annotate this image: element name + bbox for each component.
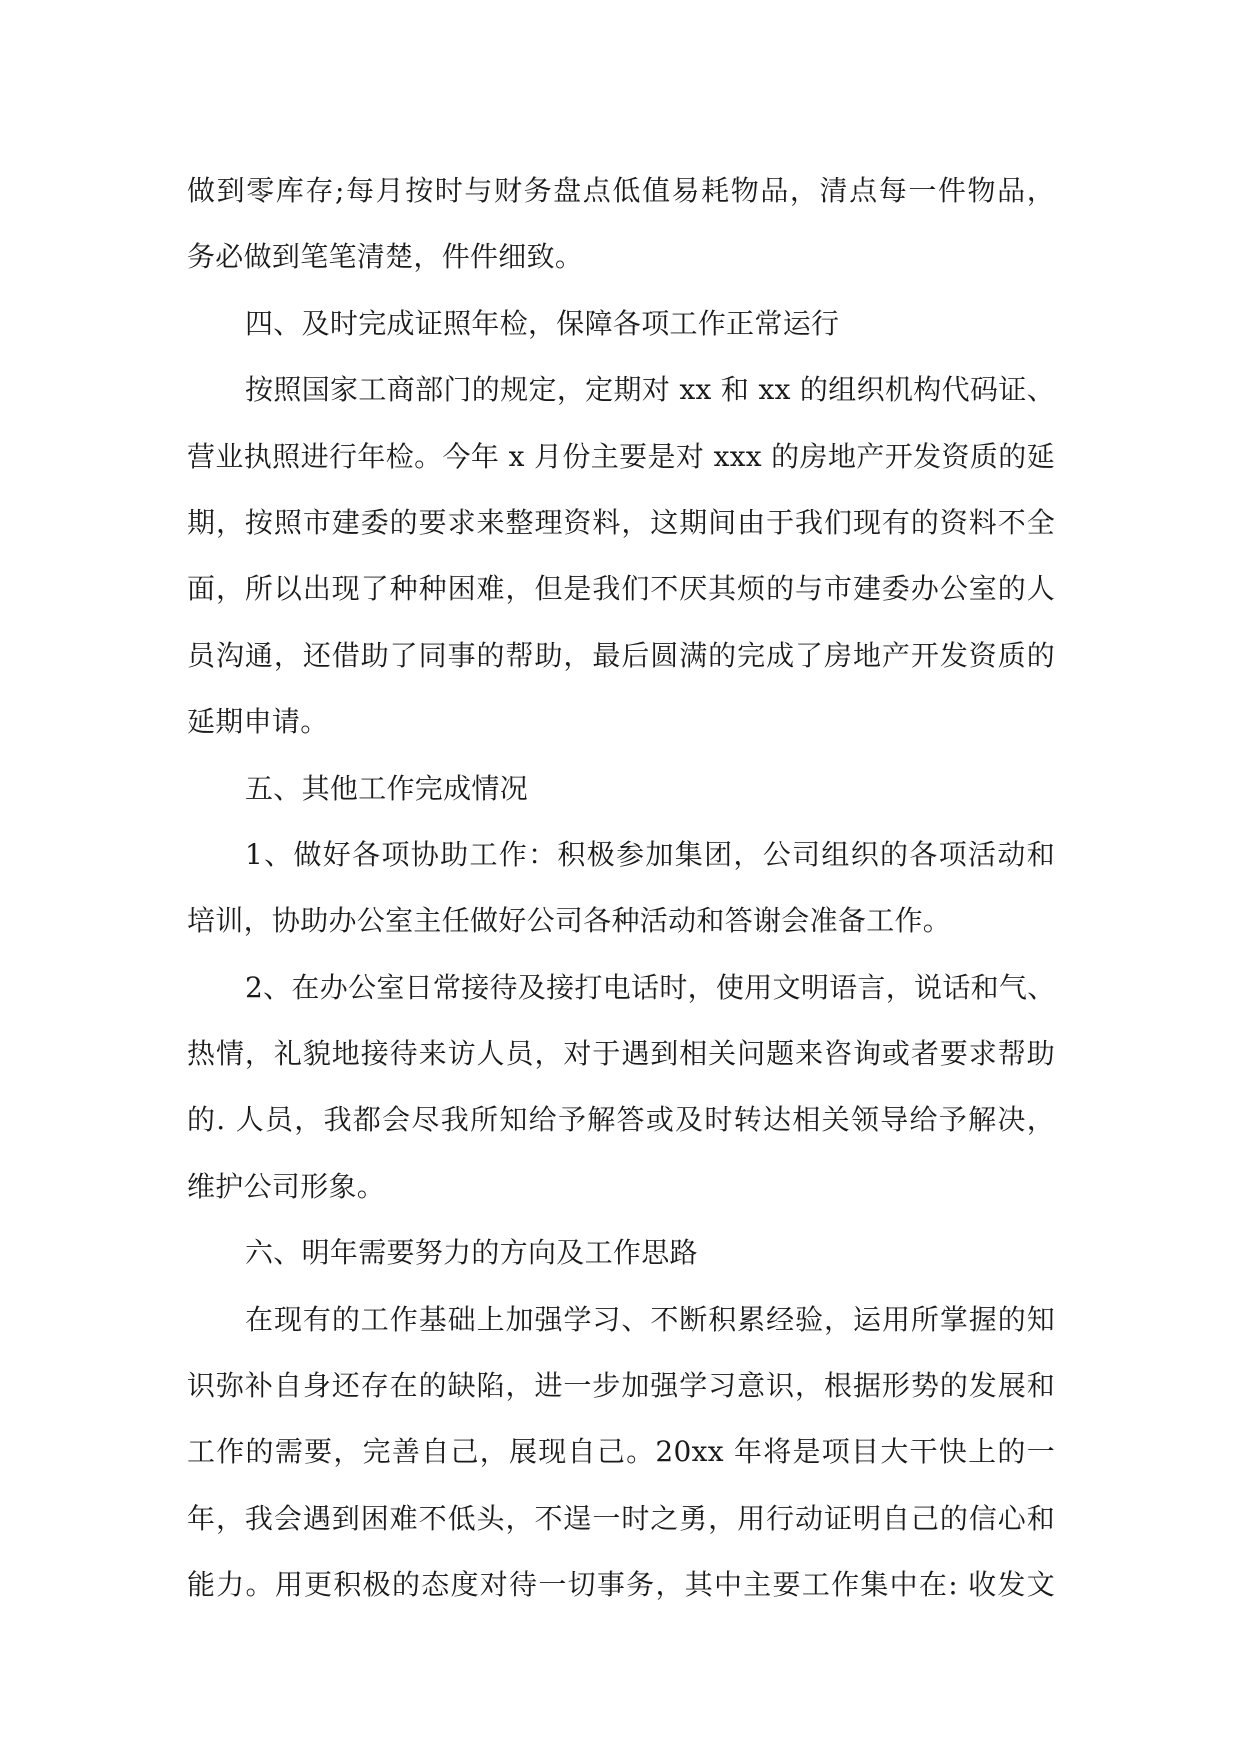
- text-line: 识弥补自身还存在的缺陷，进一步加强学习意识，根据形势的发展和: [187, 1369, 1055, 1403]
- text-line: 1、做好各项协助工作：积极参加集团，公司组织的各项活动和: [245, 837, 1055, 871]
- text-line: 维护公司形象。: [187, 1169, 386, 1203]
- text-line: 员沟通，还借助了同事的帮助，最后圆满的完成了房地产开发资质的: [187, 638, 1055, 672]
- text-line: 务必做到笔笔清楚，件件细致。: [187, 240, 584, 274]
- text-line: 能力。用更积极的态度对待一切事务，其中主要工作集中在: 收发文: [187, 1568, 1055, 1602]
- text-line: 2、在办公室日常接待及接打电话时，使用文明语言，说话和气、: [245, 970, 1056, 1004]
- text-line: 期，按照市建委的要求来整理资料，这期间由于我们现有的资料不全: [187, 505, 1055, 539]
- text-line: 工作的需要，完善自己，展现自己。20xx 年将是项目大干快上的一: [187, 1435, 1055, 1469]
- text-line: 营业执照进行年检。今年 x 月份主要是对 xxx 的房地产开发资质的延: [187, 439, 1055, 473]
- text-line: 热情，礼貌地接待来访人员，对于遇到相关问题来咨询或者要求帮助: [187, 1037, 1055, 1071]
- text-line: 延期申请。: [187, 705, 329, 739]
- text-line: 年，我会遇到困难不低头，不逞一时之勇，用行动证明自己的信心和: [187, 1501, 1055, 1535]
- text-line: 的. 人员，我都会尽我所知给予解答或及时转达相关领导给予解决，: [187, 1103, 1055, 1137]
- text-line: 按照国家工商部门的规定，定期对 xx 和 xx 的组织机构代码证、: [245, 373, 1055, 407]
- text-line: 在现有的工作基础上加强学习、不断积累经验，运用所掌握的知: [245, 1302, 1055, 1336]
- text-line: 五、其他工作完成情况: [245, 771, 529, 805]
- document-body: [187, 158, 1055, 1619]
- text-line: 面，所以出现了种种困难，但是我们不厌其烦的与市建委办公室的人: [187, 572, 1055, 606]
- text-line: 培训，协助办公室主任做好公司各种活动和答谢会准备工作。: [187, 904, 952, 938]
- text-line: 做到零库存;每月按时与财务盘点低值易耗物品，清点每一件物品，: [187, 174, 1055, 207]
- text-line: 四、及时完成证照年检，保障各项工作正常运行: [245, 306, 840, 340]
- text-line: 六、明年需要努力的方向及工作思路: [245, 1236, 698, 1270]
